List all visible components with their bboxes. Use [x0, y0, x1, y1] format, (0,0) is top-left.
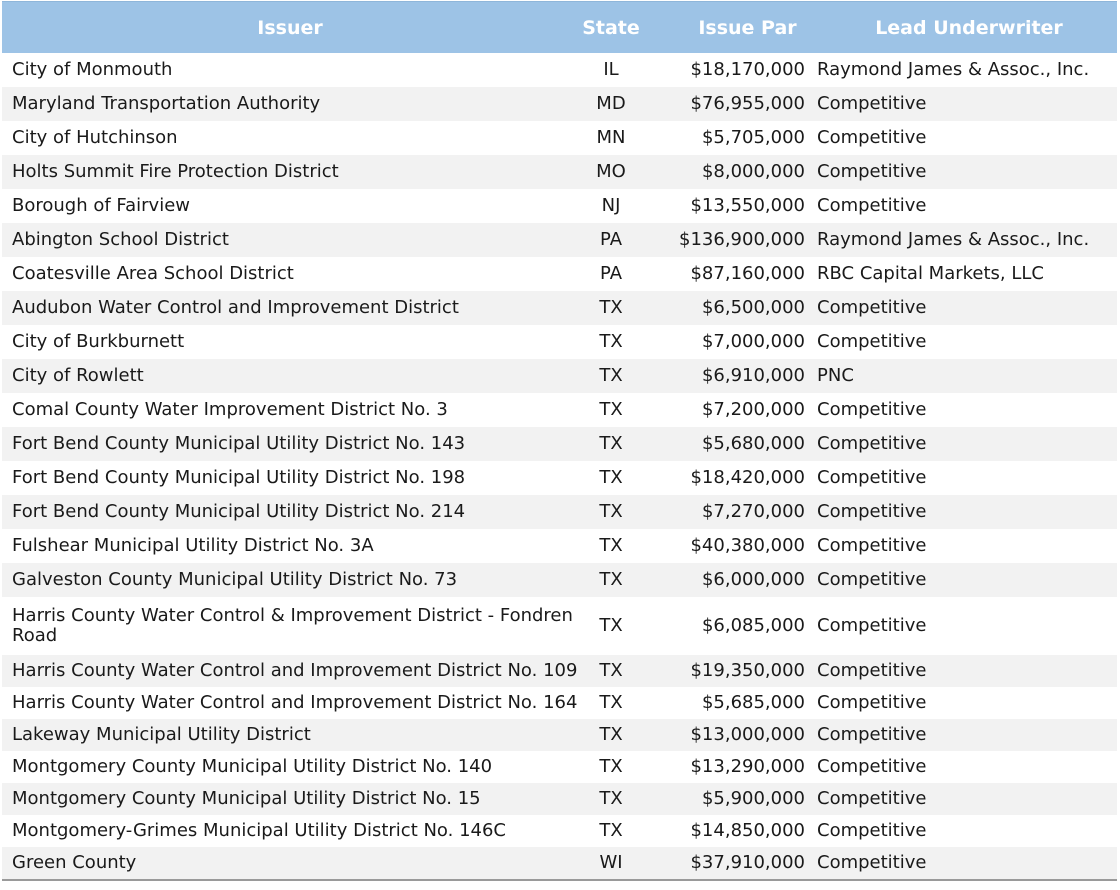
- state-cell: TX: [578, 597, 644, 655]
- lead-underwriter-cell: Competitive: [811, 291, 1117, 325]
- state-cell: TX: [578, 427, 644, 461]
- issue-par-cell: $6,910,000: [644, 359, 811, 393]
- table-row: [2, 529, 1117, 563]
- state-cell: PA: [578, 257, 644, 291]
- lead-underwriter-cell: Raymond James & Assoc., Inc.: [811, 223, 1117, 257]
- issuer-cell: Fort Bend County Municipal Utility District No. 214: [2, 495, 578, 529]
- issuer-cell: Galveston County Municipal Utility District No. 73: [2, 563, 578, 597]
- issuer-cell: City of Hutchinson: [2, 121, 578, 155]
- lead-underwriter-cell: Competitive: [811, 461, 1117, 495]
- table-row: [2, 393, 1117, 427]
- table-row: [2, 461, 1117, 495]
- issue-par-cell: $5,705,000: [644, 121, 811, 155]
- table-row: [2, 597, 1117, 655]
- issue-par-cell: $18,170,000: [644, 53, 811, 87]
- lead-underwriter-cell: Competitive: [811, 655, 1117, 687]
- table-row: [2, 655, 1117, 687]
- issue-par-cell: $13,000,000: [644, 719, 811, 751]
- state-cell: TX: [578, 325, 644, 359]
- table-row: [2, 359, 1117, 393]
- table-row: [2, 53, 1117, 87]
- issue-par-cell: $7,200,000: [644, 393, 811, 427]
- issuer-cell: Coatesville Area School District: [2, 257, 578, 291]
- issuer-cell: Harris County Water Control and Improvement District No. 109: [2, 655, 578, 687]
- issuer-cell: Lakeway Municipal Utility District: [2, 719, 578, 751]
- issuer-cell: Comal County Water Improvement District No. 3: [2, 393, 578, 427]
- issue-par-cell: $14,850,000: [644, 815, 811, 847]
- table-row: [2, 427, 1117, 461]
- issue-par-cell: $76,955,000: [644, 87, 811, 121]
- state-cell: TX: [578, 563, 644, 597]
- issuance-table-container: [2, 1, 1117, 881]
- lead-underwriter-cell: Competitive: [811, 427, 1117, 461]
- state-cell: TX: [578, 783, 644, 815]
- header-state: State: [578, 2, 644, 54]
- issue-par-cell: $5,900,000: [644, 783, 811, 815]
- state-cell: TX: [578, 359, 644, 393]
- issuance-table: [2, 1, 1117, 881]
- header-lead-underwriter: Lead Underwriter: [811, 2, 1117, 54]
- issuer-cell: Maryland Transportation Authority: [2, 87, 578, 121]
- table-row: [2, 325, 1117, 359]
- lead-underwriter-cell: Competitive: [811, 189, 1117, 223]
- issuer-cell: Audubon Water Control and Improvement District: [2, 291, 578, 325]
- issuer-cell: City of Monmouth: [2, 53, 578, 87]
- issuer-cell: Harris County Water Control & Improvement District - Fondren Road: [2, 597, 578, 655]
- lead-underwriter-cell: Competitive: [811, 325, 1117, 359]
- lead-underwriter-cell: Competitive: [811, 393, 1117, 427]
- issuer-cell: City of Rowlett: [2, 359, 578, 393]
- lead-underwriter-cell: Competitive: [811, 563, 1117, 597]
- state-cell: TX: [578, 461, 644, 495]
- state-cell: IL: [578, 53, 644, 87]
- issuer-cell: Fulshear Municipal Utility District No. 3A: [2, 529, 578, 563]
- table-body: [2, 53, 1117, 880]
- table-row: [2, 563, 1117, 597]
- state-cell: TX: [578, 719, 644, 751]
- issuer-cell: Harris County Water Control and Improvement District No. 164: [2, 687, 578, 719]
- state-cell: MN: [578, 121, 644, 155]
- issue-par-cell: $6,000,000: [644, 563, 811, 597]
- state-cell: TX: [578, 815, 644, 847]
- table-row: [2, 291, 1117, 325]
- state-cell: TX: [578, 291, 644, 325]
- lead-underwriter-cell: Competitive: [811, 87, 1117, 121]
- issuer-cell: Montgomery County Municipal Utility District No. 15: [2, 783, 578, 815]
- table-row: [2, 121, 1117, 155]
- lead-underwriter-cell: PNC: [811, 359, 1117, 393]
- issue-par-cell: $5,685,000: [644, 687, 811, 719]
- state-cell: TX: [578, 751, 644, 783]
- issue-par-cell: $37,910,000: [644, 847, 811, 880]
- table-row: [2, 687, 1117, 719]
- lead-underwriter-cell: Competitive: [811, 751, 1117, 783]
- issuer-cell: Fort Bend County Municipal Utility District No. 198: [2, 461, 578, 495]
- lead-underwriter-cell: Competitive: [811, 687, 1117, 719]
- state-cell: TX: [578, 495, 644, 529]
- table-header: [2, 2, 1117, 54]
- lead-underwriter-cell: Competitive: [811, 847, 1117, 880]
- table-row: [2, 155, 1117, 189]
- table-row: [2, 847, 1117, 880]
- issuer-cell: Montgomery County Municipal Utility District No. 140: [2, 751, 578, 783]
- issue-par-cell: $19,350,000: [644, 655, 811, 687]
- issue-par-cell: $6,500,000: [644, 291, 811, 325]
- state-cell: TX: [578, 655, 644, 687]
- table-row: [2, 783, 1117, 815]
- lead-underwriter-cell: Competitive: [811, 597, 1117, 655]
- lead-underwriter-cell: Competitive: [811, 495, 1117, 529]
- state-cell: MO: [578, 155, 644, 189]
- issuer-cell: City of Burkburnett: [2, 325, 578, 359]
- issue-par-cell: $5,680,000: [644, 427, 811, 461]
- issuer-cell: Fort Bend County Municipal Utility District No. 143: [2, 427, 578, 461]
- lead-underwriter-cell: Competitive: [811, 815, 1117, 847]
- state-cell: TX: [578, 687, 644, 719]
- table-row: [2, 495, 1117, 529]
- lead-underwriter-cell: Competitive: [811, 121, 1117, 155]
- lead-underwriter-cell: Raymond James & Assoc., Inc.: [811, 53, 1117, 87]
- lead-underwriter-cell: Competitive: [811, 155, 1117, 189]
- state-cell: MD: [578, 87, 644, 121]
- state-cell: TX: [578, 393, 644, 427]
- lead-underwriter-cell: Competitive: [811, 719, 1117, 751]
- table-row: [2, 189, 1117, 223]
- lead-underwriter-cell: Competitive: [811, 783, 1117, 815]
- issue-par-cell: $7,270,000: [644, 495, 811, 529]
- table-row: [2, 223, 1117, 257]
- state-cell: TX: [578, 529, 644, 563]
- state-cell: NJ: [578, 189, 644, 223]
- issuer-cell: Holts Summit Fire Protection District: [2, 155, 578, 189]
- issuer-cell: Borough of Fairview: [2, 189, 578, 223]
- state-cell: PA: [578, 223, 644, 257]
- issue-par-cell: $8,000,000: [644, 155, 811, 189]
- table-row: [2, 815, 1117, 847]
- header-issue-par: Issue Par: [644, 2, 811, 54]
- issue-par-cell: $87,160,000: [644, 257, 811, 291]
- issuer-cell: Abington School District: [2, 223, 578, 257]
- issue-par-cell: $136,900,000: [644, 223, 811, 257]
- state-cell: WI: [578, 847, 644, 880]
- issue-par-cell: $13,290,000: [644, 751, 811, 783]
- header-issuer: Issuer: [2, 2, 578, 54]
- table-row: [2, 719, 1117, 751]
- issue-par-cell: $18,420,000: [644, 461, 811, 495]
- table-row: [2, 87, 1117, 121]
- issue-par-cell: $6,085,000: [644, 597, 811, 655]
- issue-par-cell: $40,380,000: [644, 529, 811, 563]
- lead-underwriter-cell: RBC Capital Markets, LLC: [811, 257, 1117, 291]
- header-row: [2, 2, 1117, 54]
- issuer-cell: Green County: [2, 847, 578, 880]
- issuer-cell: Montgomery-Grimes Municipal Utility District No. 146C: [2, 815, 578, 847]
- lead-underwriter-cell: Competitive: [811, 529, 1117, 563]
- issue-par-cell: $7,000,000: [644, 325, 811, 359]
- table-row: [2, 257, 1117, 291]
- issue-par-cell: $13,550,000: [644, 189, 811, 223]
- table-row: [2, 751, 1117, 783]
